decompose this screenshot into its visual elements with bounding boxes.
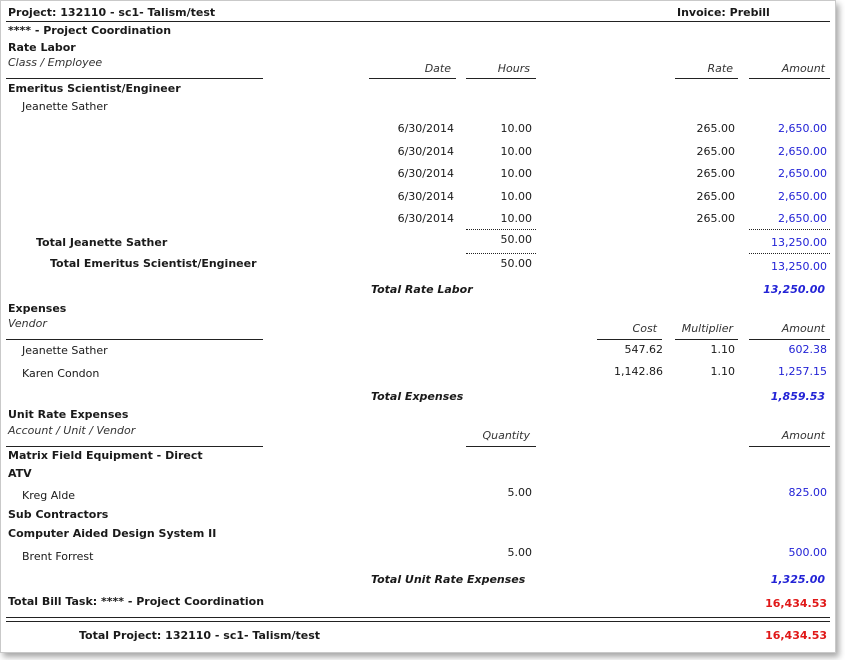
total-expenses-amount: 1,859.53 [770,390,825,403]
invoice-label: Invoice: Prebill [677,6,770,19]
unit-name: Computer Aided Design System II [8,527,217,540]
col-rule [675,339,738,340]
row-hours: 10.00 [500,122,532,135]
col-header-amount: Amount [781,322,825,335]
total-rate-labor-label: Total Rate Labor [371,283,473,296]
total-expenses-label: Total Expenses [371,390,464,403]
row-rate: 265.00 [696,190,735,203]
class-name: Emeritus Scientist/Engineer [8,82,181,95]
total-rate-labor-amount: 13,250.00 [763,283,825,296]
row-rate: 265.00 [696,122,735,135]
row-rate: 265.00 [696,145,735,158]
total-unit-rate-amount: 1,325.00 [770,573,825,586]
project-total-label: Total Project: 132110 - sc1- Talism/test [79,629,321,642]
col-rule [466,78,536,79]
col-header-amount: Amount [781,429,825,442]
col-rule [749,78,830,79]
row-date: 6/30/2014 [397,145,454,158]
col-rule [749,446,830,447]
total-employee-hours: 50.00 [500,233,532,246]
expense-amount: 1,257.15 [778,365,827,378]
project-total-rule [6,617,830,618]
expense-vendor: Jeanette Sather [22,344,108,357]
row-hours: 10.00 [500,212,532,225]
col-rule [466,446,536,447]
subtotal-rule [749,253,830,254]
expense-cost: 1,142.86 [614,365,663,378]
row-rate: 265.00 [696,212,735,225]
col-header-multiplier: Multiplier [681,322,733,335]
row-amount: 2,650.00 [778,167,827,180]
row-hours: 10.00 [500,167,532,180]
unit-rate-title: Unit Rate Expenses [8,408,129,421]
row-rate: 265.00 [696,167,735,180]
col-rule [597,339,662,340]
total-employee-amount: 13,250.00 [771,236,827,249]
col-header-amount: Amount [781,62,825,75]
expense-multiplier: 1.10 [710,343,735,356]
subtotal-rule [466,253,536,254]
row-date: 6/30/2014 [397,190,454,203]
account-name: Sub Contractors [8,508,109,521]
row-amount: 2,650.00 [778,122,827,135]
total-employee-label: Total Jeanette Sather [36,236,168,249]
total-unit-rate-label: Total Unit Rate Expenses [371,573,526,586]
col-rule [369,78,456,79]
rate-labor-title: Rate Labor [8,41,76,54]
col-rule [6,339,263,340]
project-total-rule [6,621,830,622]
expense-amount: 602.38 [788,343,827,356]
subtotal-rule [749,229,830,230]
row-date: 6/30/2014 [397,212,454,225]
rate-labor-subtitle: Class / Employee [8,56,103,69]
row-date: 6/30/2014 [397,122,454,135]
project-total-amount: 16,434.53 [765,629,827,642]
expense-vendor: Karen Condon [22,367,100,380]
unit-name: ATV [8,467,32,480]
unit-amount: 825.00 [788,486,827,499]
row-hours: 10.00 [500,190,532,203]
row-hours: 10.00 [500,145,532,158]
task-title: **** - Project Coordination [8,24,172,37]
col-rule [749,339,830,340]
col-header-date: Date [424,62,451,75]
expense-cost: 547.62 [624,343,663,356]
employee-name: Jeanette Sather [22,100,108,113]
col-rule [6,78,263,79]
bill-task-total-amount: 16,434.53 [765,597,827,610]
bill-task-total-label: Total Bill Task: **** - Project Coordination [8,595,265,608]
unit-amount: 500.00 [788,546,827,559]
subtotal-rule [466,229,536,230]
col-header-hours: Hours [497,62,530,75]
total-class-hours: 50.00 [500,257,532,270]
total-class-amount: 13,250.00 [771,260,827,273]
col-header-cost: Cost [632,322,657,335]
col-rule [675,78,738,79]
project-title: Project: 132110 - sc1- Talism/test [8,6,216,19]
total-class-label: Total Emeritus Scientist/Engineer [50,257,257,270]
row-amount: 2,650.00 [778,145,827,158]
unit-vendor: Brent Forrest [22,550,94,563]
unit-quantity: 5.00 [507,486,532,499]
unit-vendor: Kreg Alde [22,489,76,502]
col-rule [6,446,263,447]
expenses-subtitle: Vendor [8,317,47,330]
header-rule [6,21,830,22]
row-amount: 2,650.00 [778,190,827,203]
unit-rate-subtitle: Account / Unit / Vendor [8,424,136,437]
col-header-quantity: Quantity [482,429,530,442]
row-amount: 2,650.00 [778,212,827,225]
account-name: Matrix Field Equipment - Direct [8,449,203,462]
expenses-title: Expenses [8,302,67,315]
unit-quantity: 5.00 [507,546,532,559]
expense-multiplier: 1.10 [710,365,735,378]
row-date: 6/30/2014 [397,167,454,180]
col-header-rate: Rate [707,62,733,75]
